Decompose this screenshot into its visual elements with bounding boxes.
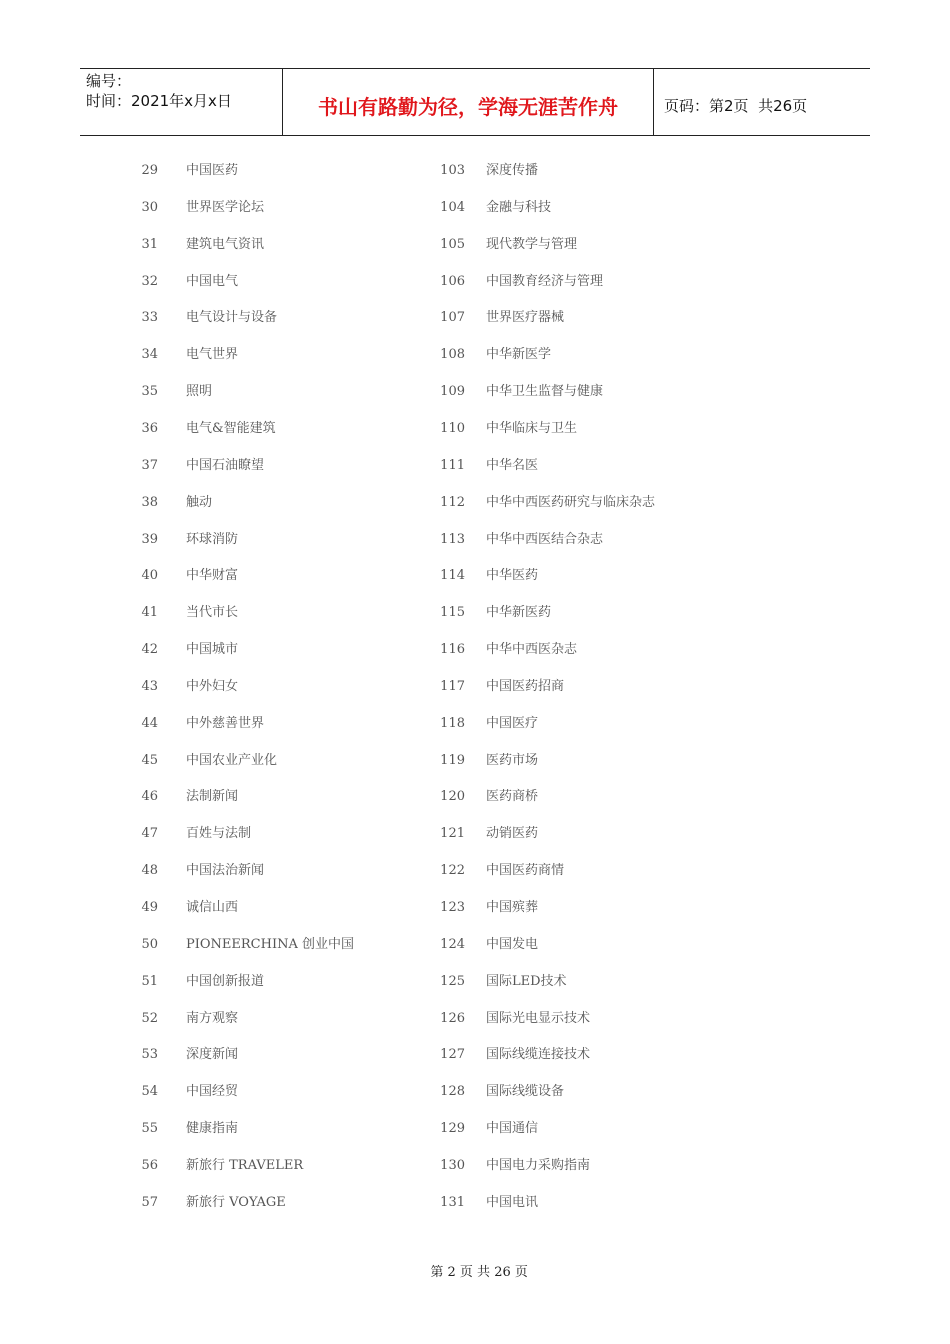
list-item-name: 中华新医学 [486, 347, 552, 363]
list-item-number: 36 [141, 420, 158, 436]
list-item-name: 当代市长 [186, 605, 239, 621]
list-item-number: 32 [141, 273, 158, 289]
list-item-number: 107 [440, 310, 465, 326]
list-item-number: 34 [141, 347, 158, 363]
list-item-name: 医药商桥 [486, 789, 539, 805]
list-item-name: 中华财富 [186, 568, 239, 584]
header-motto [282, 69, 654, 135]
list-item-number: 123 [440, 900, 465, 915]
list-item-name: 中国电气 [186, 273, 239, 289]
list-item-name: 中华临床与卫生 [486, 420, 578, 436]
list-item-name: 中国教育经济与管理 [486, 273, 604, 289]
list-item-number: 131 [440, 1194, 465, 1210]
list-item-name: 中华中西医杂志 [486, 642, 578, 658]
list-item-name: 中华中西医药研究与临床杂志 [486, 494, 656, 510]
list-item-name: 中国殡葬 [486, 900, 539, 915]
list-item-number: 105 [440, 236, 465, 252]
list-item-name: 中国发电 [486, 936, 539, 952]
list-item-number: 39 [141, 531, 158, 547]
list-item-name: 法制新闻 [186, 789, 239, 805]
list-item-number: 44 [141, 715, 158, 731]
list-item-name: 国际线缆连接技术 [486, 1047, 591, 1063]
list-item-number: 40 [141, 568, 158, 584]
list-item-number: 129 [440, 1121, 465, 1137]
list-item-number: 42 [141, 642, 158, 658]
list-item-name: 国际LED技术 [486, 973, 567, 989]
list-item-number: 52 [141, 1010, 158, 1026]
list-item-number: 125 [440, 973, 465, 989]
header-meta [80, 69, 282, 135]
list-item-name: 中国农业产业化 [186, 752, 278, 768]
list-item-name: 中国电力采购指南 [486, 1157, 591, 1173]
list-item-name: 中国创新报道 [186, 973, 265, 989]
list-item-number: 55 [141, 1121, 158, 1137]
list-item-number: 117 [440, 678, 465, 694]
list-item-number: 130 [440, 1157, 465, 1173]
list-item-name: 动销医药 [486, 826, 539, 842]
list-item-number: 108 [440, 347, 465, 363]
list-item-number: 128 [440, 1084, 465, 1100]
list-item-name: 国际光电显示技术 [486, 1010, 591, 1026]
list-item-name: 深度新闻 [186, 1047, 239, 1063]
list-item-number: 113 [440, 531, 465, 547]
list-item-number: 47 [141, 826, 158, 842]
list-item-name: 中华名医 [486, 457, 539, 473]
list-item-name: 中华医药 [486, 568, 539, 584]
list-item-number: 54 [141, 1084, 158, 1100]
list-item-name: 新旅行 TRAVELER [186, 1157, 304, 1173]
list-item-name: 中国法治新闻 [186, 863, 265, 879]
list-item-name: 建筑电气资讯 [186, 236, 265, 252]
list-item-name: 触动 [186, 494, 213, 510]
list-item-name: 世界医学论坛 [186, 199, 265, 215]
list-item-number: 104 [440, 199, 465, 215]
list-item-number: 112 [440, 494, 465, 510]
list-item-number: 45 [141, 752, 158, 768]
list-item-name: 中华中西医结合杂志 [486, 531, 604, 547]
page-header [80, 68, 870, 136]
list-item-name: 中国医药商情 [486, 863, 565, 879]
footer-page-number: 第 2 页 共 26 页 [430, 1265, 528, 1280]
list-item-name: 中国经贸 [186, 1084, 239, 1100]
list-item-number: 111 [440, 457, 465, 473]
list-item-name: 中外妇女 [186, 678, 239, 694]
list-item-number: 31 [141, 236, 158, 252]
list-item-number: 124 [440, 936, 465, 952]
page-info-text: 页码：第2页 共26页 [664, 96, 808, 115]
list-item-name: 中国电讯 [486, 1194, 539, 1210]
list-item-name: 中华新医药 [486, 605, 552, 621]
list-item-number: 35 [141, 384, 158, 400]
list-item-number: 53 [141, 1047, 158, 1063]
list-item-number: 126 [440, 1010, 465, 1026]
list-item-name: 诚信山西 [186, 900, 239, 915]
list-item-number: 33 [141, 310, 158, 326]
list-item-name: 中国医疗 [486, 715, 539, 731]
list-item-name: 中国石油瞭望 [186, 457, 265, 473]
list-item-number: 109 [440, 384, 465, 400]
list-item-number: 106 [440, 273, 465, 289]
list-item-name: 世界医疗器械 [486, 310, 565, 326]
list-item-name: 百姓与法制 [186, 826, 252, 842]
list-item-number: 48 [141, 863, 158, 879]
time-label: 时间：2021年x月x日 [86, 92, 232, 110]
list-item-number: 121 [440, 826, 465, 842]
list-item-number: 51 [141, 973, 158, 989]
list-item-name: 健康指南 [186, 1121, 239, 1137]
list-item-name: 电气世界 [186, 347, 239, 363]
list-item-number: 41 [141, 605, 158, 621]
list-item-name: 中国城市 [186, 642, 239, 658]
list-item-name: 国际线缆设备 [486, 1084, 565, 1100]
list-item-number: 118 [440, 715, 465, 731]
list-item-name: 电气设计与设备 [186, 310, 278, 326]
list-item-name: 环球消防 [186, 531, 239, 547]
list-item-name: 中华卫生监督与健康 [486, 384, 604, 400]
list-item-number: 56 [141, 1157, 158, 1173]
list-item-number: 29 [141, 163, 158, 178]
list-item-name: 照明 [186, 384, 213, 400]
list-item-number: 103 [440, 163, 465, 178]
list-item-name: 金融与科技 [486, 199, 552, 215]
list-item-number: 57 [141, 1194, 158, 1210]
list-item-number: 120 [440, 789, 465, 805]
header-page-info [654, 69, 870, 135]
list-item-number: 114 [440, 568, 465, 584]
list-item-name: 南方观察 [186, 1010, 239, 1026]
list-item-number: 37 [141, 457, 158, 473]
list-item-name: 中国医药招商 [486, 678, 565, 694]
list-item-name: 中国医药 [186, 163, 239, 178]
list-item-number: 50 [141, 936, 158, 952]
page-footer [0, 1246, 950, 1280]
list-item-name: PIONEERCHINA 创业中国 [186, 936, 354, 952]
list-item-name: 电气&智能建筑 [186, 420, 276, 436]
list-item-name: 新旅行 VOYAGE [186, 1194, 286, 1210]
list-item-number: 115 [440, 605, 465, 621]
list-item-name: 中国通信 [486, 1121, 539, 1137]
list-item-number: 119 [440, 752, 465, 768]
list-item-number: 122 [440, 863, 465, 879]
list-item-name: 现代教学与管理 [486, 236, 578, 252]
list-item-number: 49 [141, 900, 158, 915]
code-label: 编号： [86, 72, 132, 90]
motto-text: 书山有路勤为径，学海无涯苦作舟 [318, 94, 618, 119]
list-item-number: 116 [440, 642, 465, 658]
list-item-number: 43 [141, 678, 158, 694]
list-item-name: 深度传播 [486, 163, 539, 178]
list-item-name: 医药市场 [486, 752, 539, 768]
list-item-number: 30 [141, 199, 158, 215]
list-item-number: 38 [141, 494, 158, 510]
list-item-number: 46 [141, 789, 158, 805]
list-item-number: 127 [440, 1047, 465, 1063]
list-item-name: 中外慈善世界 [186, 715, 265, 731]
list-item-number: 110 [440, 420, 465, 436]
